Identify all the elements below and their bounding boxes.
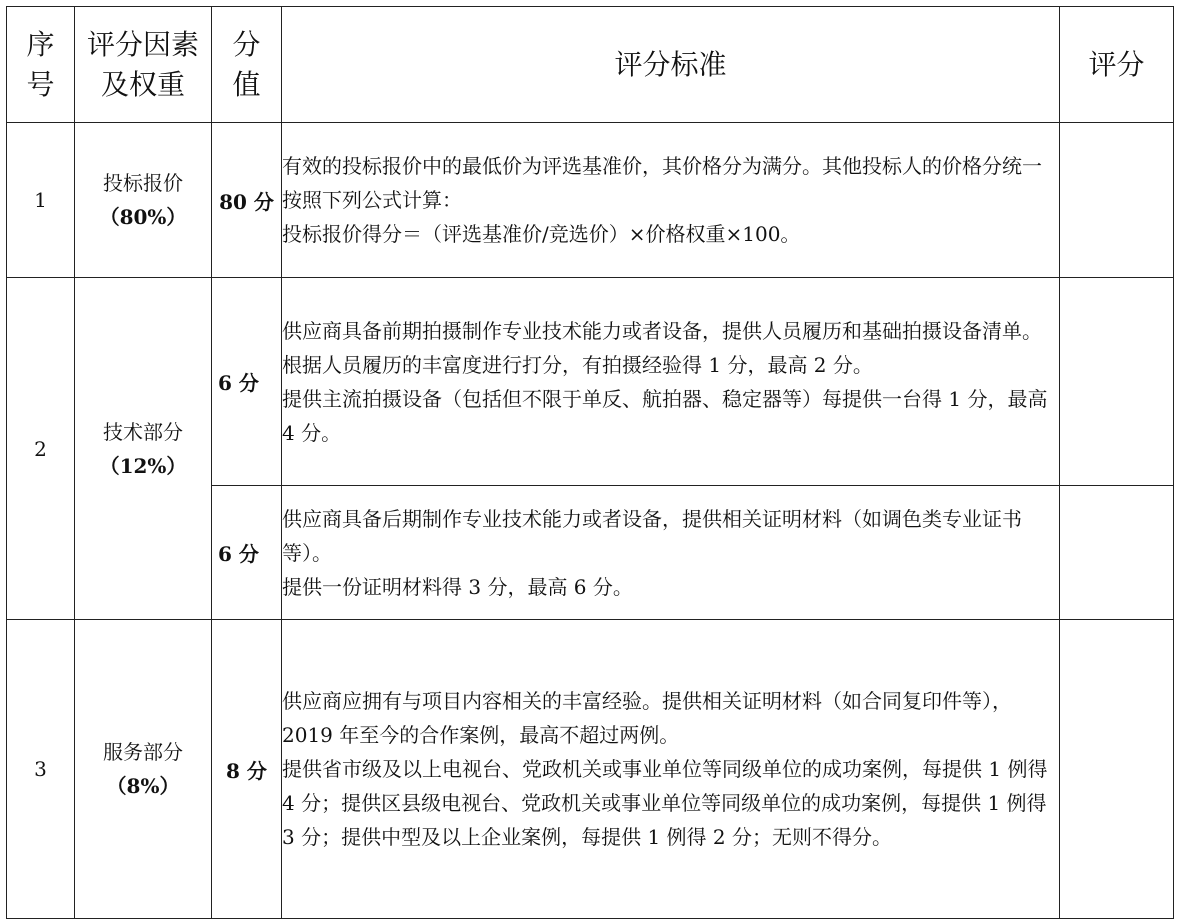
header-score: 评分 (1060, 7, 1174, 123)
header-factor-line1: 评分因素 (86, 27, 199, 61)
criteria-line: 供应商应拥有与项目内容相关的丰富经验。提供相关证明材料（如合同复印件等），2019 年至今的合作案例，最高不超过两例。 (282, 689, 1012, 747)
criteria-line: 有效的投标报价中的最低价为评选基准价，其价格分为满分。其他投标人的价格分统一按照下列公式计算： (282, 154, 1042, 212)
criteria-cell (282, 620, 1060, 919)
score-cell[interactable] (1060, 123, 1174, 278)
header-factor (75, 7, 212, 123)
header-criteria: 评分标准 (282, 7, 1060, 123)
header-seq (7, 7, 75, 123)
table-row (7, 278, 1174, 486)
factor-cell (75, 620, 212, 919)
factor-weight: （12%） (99, 453, 187, 478)
criteria-line: 供应商具备后期制作专业技术能力或者设备，提供相关证明材料（如调色类专业证书等）。 (282, 506, 1022, 565)
score-cell[interactable] (1060, 620, 1174, 919)
factor-cell (75, 123, 212, 278)
factor-weight: （8%） (106, 774, 180, 798)
table-row (7, 620, 1174, 919)
header-row (7, 7, 1174, 123)
score-cell[interactable] (1060, 486, 1174, 620)
factor-cell (75, 278, 212, 620)
header-points-line1: 分 (232, 27, 261, 61)
scoring-table (6, 6, 1174, 919)
points-value: 80 分 (212, 123, 282, 278)
factor-name: 服务部分 (103, 740, 183, 764)
row-number: 1 (7, 123, 75, 278)
criteria-cell (282, 278, 1060, 486)
header-points (212, 7, 282, 123)
criteria-line: 提供一份证明材料得 3 分，最高 6 分。 (282, 574, 633, 599)
criteria-line: 投标报价得分＝（评选基准价/竞选价）×价格权重×100。 (282, 222, 801, 246)
criteria-cell (282, 486, 1060, 620)
criteria-line: 提供主流拍摄设备（包括但不限于单反、航拍器、稳定器等）每提供一台得 1 分，最高 4 分。 (282, 386, 1048, 445)
header-factor-line2: 及权重 (100, 67, 185, 101)
header-seq-line1: 序 (26, 27, 55, 61)
row-number: 3 (7, 620, 75, 919)
criteria-line: 供应商具备前期拍摄制作专业技术能力或者设备，提供人员履历和基础拍摄设备清单。 (282, 318, 1042, 343)
points-value: 6 分 (212, 278, 282, 486)
row-number: 2 (7, 278, 75, 620)
factor-name: 投标报价 (103, 171, 183, 195)
criteria-cell (282, 123, 1060, 278)
points-value: 8 分 (212, 620, 282, 919)
factor-name: 技术部分 (103, 419, 183, 444)
table-row (7, 123, 1174, 278)
header-seq-line2: 号 (26, 67, 55, 101)
score-cell[interactable] (1060, 278, 1174, 486)
header-points-line2: 值 (232, 67, 261, 101)
points-value: 6 分 (212, 486, 282, 620)
criteria-line: 提供省市级及以上电视台、党政机关或事业单位等同级单位的成功案例，每提供 1 例得 4 分；提供区县级电视台、党政机关或事业单位等同级单位的成功案例，每提供 1 例得 3 分；提供中型及以上企业案例，每提供 1 例得 2 分；无则不得分。 (282, 757, 1048, 849)
criteria-line: 根据人员履历的丰富度进行打分，有拍摄经验得 1 分，最高 2 分。 (282, 352, 873, 377)
factor-weight: （80%） (99, 205, 187, 229)
